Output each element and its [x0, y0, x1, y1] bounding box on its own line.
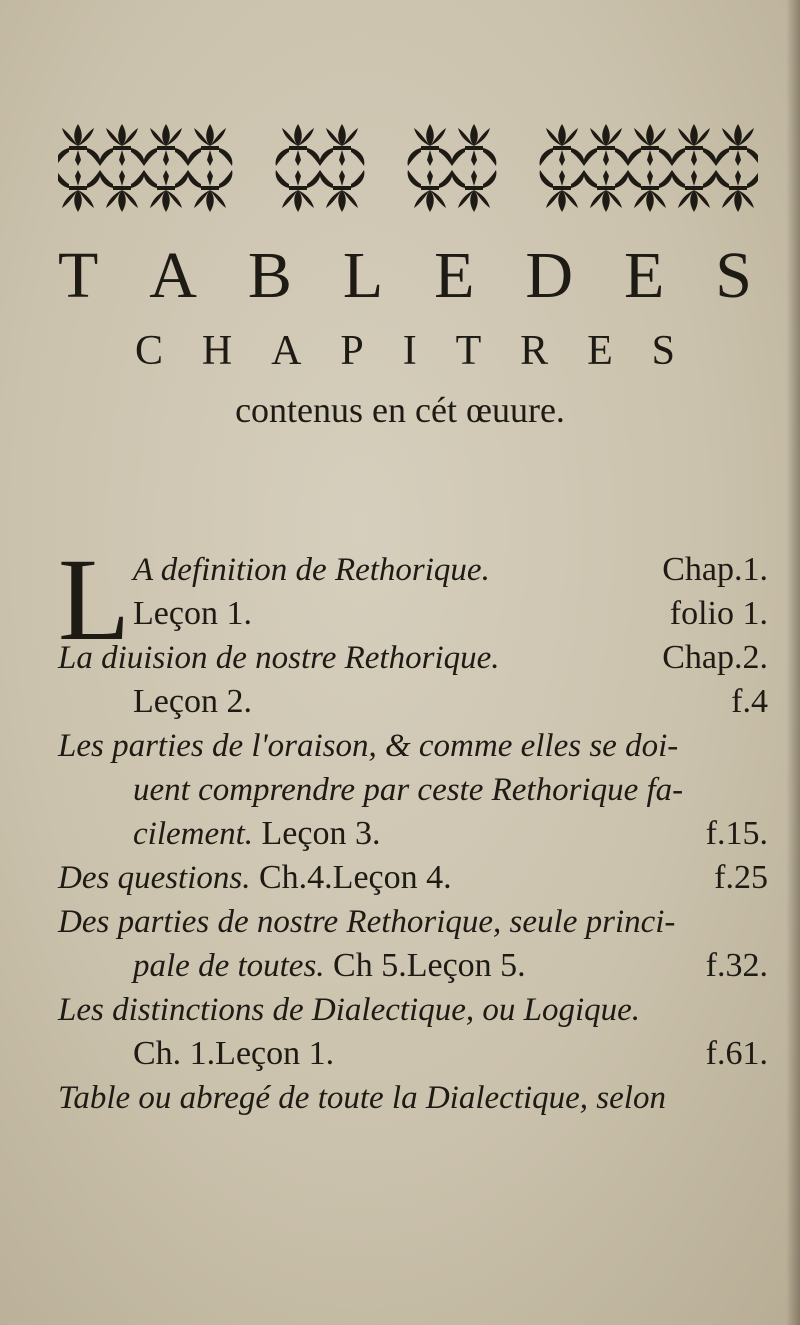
toc-entry: [58, 724, 768, 856]
toc-reference: Chap.1.: [662, 551, 768, 588]
title-letter: S: [651, 328, 675, 374]
title-letter: B: [247, 239, 298, 312]
toc-title: A definition de Rethorique.: [133, 552, 490, 588]
toc-line: [58, 900, 768, 944]
toc-reference: f.15.: [705, 815, 768, 852]
toc-lesson: Ch 5.Leçon 5.: [333, 947, 526, 984]
title-letter: A: [149, 239, 203, 312]
title-line-table-des: [58, 236, 758, 316]
toc-title: Les distinctions de Dialectique, ou Logique.: [58, 992, 641, 1028]
toc-line: [58, 988, 768, 1032]
toc-title: Des questions.: [58, 860, 251, 896]
toc-entry: [58, 856, 768, 900]
toc-lesson: Leçon 2.: [133, 683, 252, 720]
toc-entry: [58, 988, 768, 1076]
toc-line: [58, 1032, 768, 1076]
toc-title: Les parties de l'oraison, & comme elles se doi-: [58, 728, 679, 764]
toc-title: Des parties de nostre Rethorique, seule princi-: [58, 904, 676, 940]
toc-title: Table ou abregé de toute la Dialectique, selon: [58, 1080, 666, 1116]
subtitle: contenus en cét œuure.: [235, 390, 565, 430]
toc-reference: Chap.2.: [662, 639, 768, 676]
title-line-chapitres: [135, 326, 675, 376]
toc-line: [58, 768, 768, 812]
toc-line: [58, 548, 768, 592]
toc-lesson: Ch. 1.Leçon 1.: [133, 1035, 335, 1072]
title-letter: C: [135, 328, 164, 374]
toc-title: uent comprendre par ceste Rethorique fa-: [133, 772, 684, 808]
toc-line: [58, 944, 768, 988]
toc-lesson: Leçon 1.: [133, 595, 252, 632]
toc-entry: [58, 636, 768, 724]
toc-entry: [58, 1076, 768, 1120]
toc-lesson: Ch.4.Leçon 4.: [259, 859, 452, 896]
page-edge-shadow: [786, 0, 800, 1325]
title-letter: T: [58, 239, 105, 312]
toc-line: [58, 636, 768, 680]
table-of-contents: [58, 534, 768, 1120]
title-letter: R: [520, 328, 549, 374]
title-letter: T: [455, 328, 482, 374]
toc-reference: f.61.: [705, 1035, 768, 1072]
toc-entry: [58, 900, 768, 988]
title-letter: P: [340, 328, 364, 374]
title-letter: E: [623, 239, 671, 312]
title-letter: A: [271, 328, 302, 374]
toc-line: [58, 724, 768, 768]
title-letter: I: [402, 328, 417, 374]
toc-reference: f.25: [714, 859, 768, 896]
toc-title: cilement.: [133, 816, 254, 852]
title-letter: E: [587, 328, 613, 374]
toc-title: pale de toutes.: [133, 948, 325, 984]
title-letter: E: [434, 239, 481, 312]
toc-title: La diuision de nostre Rethorique.: [58, 640, 500, 676]
title-letter: L: [342, 239, 390, 312]
toc-line: [58, 592, 768, 636]
title-letter: D: [525, 239, 580, 312]
toc-line: [58, 856, 768, 900]
toc-line: [58, 680, 768, 724]
toc-reference: f.32.: [705, 947, 768, 984]
title-letter: H: [201, 328, 233, 374]
toc-reference: folio 1.: [669, 595, 768, 632]
toc-lesson: Leçon 3.: [261, 815, 381, 852]
title-letter: S: [715, 239, 758, 312]
toc-line: [58, 812, 768, 856]
toc-reference: f.4: [731, 683, 768, 720]
drop-cap: L: [58, 534, 131, 665]
fleuron-band-icon: [58, 112, 758, 224]
toc-line: [58, 1076, 768, 1120]
